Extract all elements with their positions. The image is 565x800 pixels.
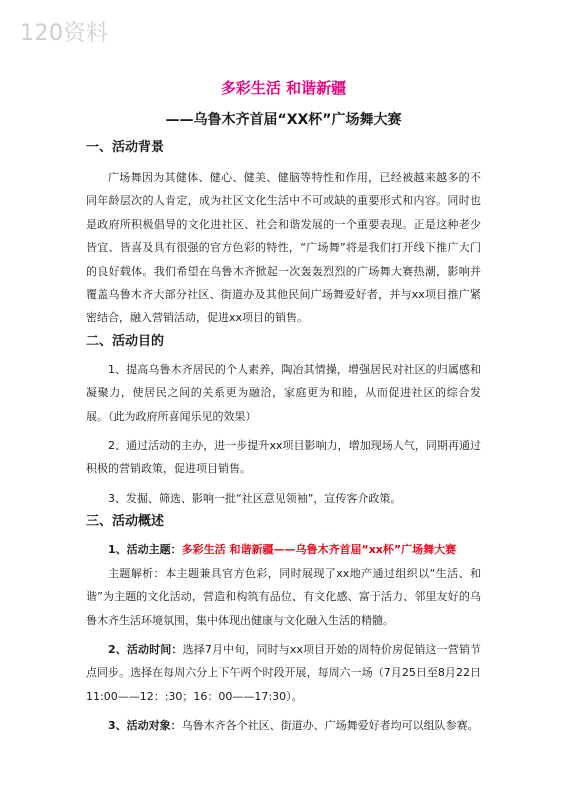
document-body xyxy=(86,78,481,738)
time-line xyxy=(86,638,481,708)
document-title: 多彩生活 和谐新疆 xyxy=(220,79,347,97)
target-value: 乌鲁木齐各个社区、街道办、广场舞爱好者均可以组队参赛。 xyxy=(181,719,479,733)
theme-explanation: 主题解析：本主题兼具官方色彩，同时展现了xx地产通过组织以“生活、和谐”为主题的文化活动，营造和构筑有品位、有文化感、富于活力、邻里友好的乌鲁木齐生活环境氛围，集中体现出健康与文化融入生活的精髓。 xyxy=(86,566,481,627)
section-heading-purpose: 二、活动目的 xyxy=(86,333,165,349)
document-subtitle: ——乌鲁木齐首届“XX杯”广场舞大赛 xyxy=(165,112,402,128)
time-label: 2、活动时间： xyxy=(108,642,183,656)
purpose-item-3: 3、发掘、筛选、影响一批“社区意见领袖”，宣传客介政策。 xyxy=(108,491,402,505)
purpose-item-1: 1、提高乌鲁木齐居民的个人素养，陶冶其情操，增强居民对社区的归属感和凝聚力，使居民之间的关系更为融洽，家庭更为和睦，从而促进社区的综合发展。（此为政府所喜闻乐见的效果） xyxy=(86,362,481,423)
target-line xyxy=(86,714,481,737)
theme-line xyxy=(86,538,481,561)
theme-value: 多彩生活 和谐新疆——乌鲁木齐首届“xx杯”广场舞大赛 xyxy=(181,543,457,557)
theme-label: 1、活动主题： xyxy=(108,543,182,557)
background-paragraph: 广场舞因为其健体、健心、健美、健脑等特性和作用，已经被越来越多的不同年龄层次的人肯定，成为社区文化生活中不可或缺的重要形式和内容。同时也是政府所积极倡导的文化进社区、社会和谐发展的一个重要表现。正是这种老少皆宜、皆喜及具有很强的官方色彩的特性，“广场舞”将是我们打开线下推广大门的良好载体。我们希望在乌鲁木齐掀起一次轰轰烈烈的广场舞大赛热潮，影响并覆盖乌鲁木齐大部分社区、街道办及其他民间广场舞爱好者，并与xx项目推广紧密结合，融入营销活动，促进xx项目的销售。 xyxy=(86,171,481,325)
watermark-text: 120资料 xyxy=(20,21,109,46)
section-heading-background: 一、活动背景 xyxy=(86,140,165,155)
purpose-item-2: 2、通过活动的主办，进一步提升xx项目影响力，增加现场人气，同期再通过积极的营销政策，促进项目销售。 xyxy=(86,439,481,476)
target-label: 3、活动对象： xyxy=(108,719,182,733)
time-value: 选择7月中旬，同时与xx项目开始的周特价房促销这一营销节点同步。选择在每周六分上下午两个时段开展，每周六一场（7月25日至8月22日 11:00——12：:30；16：00——17:30）。 xyxy=(86,642,481,703)
section-heading-overview: 三、活动概述 xyxy=(86,514,165,530)
